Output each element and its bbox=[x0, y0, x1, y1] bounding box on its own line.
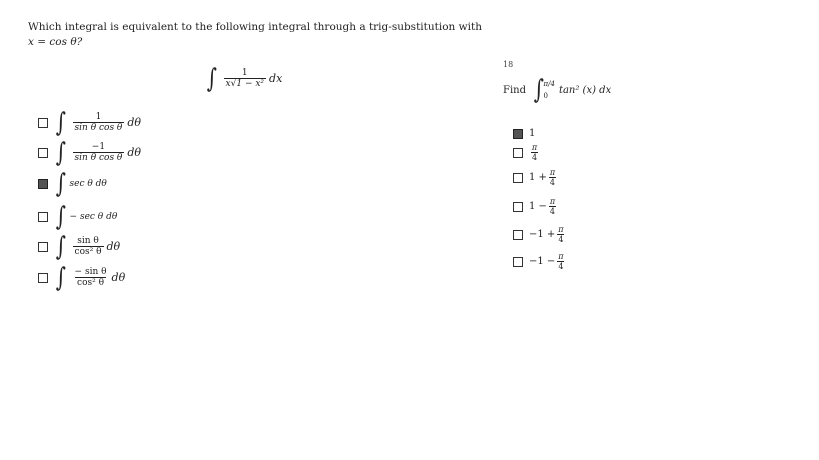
q2-option-5-checkbox[interactable] bbox=[513, 230, 523, 240]
q1-option-4[interactable]: ∫ − sec θ dθ bbox=[38, 207, 117, 227]
q1-option-6-checkbox[interactable] bbox=[38, 273, 48, 283]
q2-option-1[interactable]: 1 bbox=[513, 128, 535, 139]
integral-sign: ∫ bbox=[533, 75, 544, 105]
q1-option-6[interactable]: ∫ $\frac{\text{− sin θ}}{\text{cos² θ}}$ dθ bbox=[38, 267, 125, 288]
q1-option-5[interactable]: ∫ $\frac{\text{sin θ}}{\text{cos² θ}}$ dθ bbox=[38, 236, 120, 257]
question-1-integral: ∫ $\frac{1}{\text{x√1 − x²}}$ dx bbox=[206, 63, 283, 94]
q1-option-1-checkbox[interactable] bbox=[38, 118, 48, 128]
question-1-text: Which integral is equivalent to the following integral through a trig-substitution with bbox=[28, 21, 482, 33]
integral-limits: π/4 0 bbox=[543, 80, 555, 100]
q1-option-1[interactable]: ∫ $\frac{1}{\text{sin θ cos θ}}$ dθ bbox=[38, 112, 141, 133]
integrand: tan² (x) dx bbox=[558, 84, 612, 96]
q2-option-4[interactable]: 1 − $\frac{\pi}{4}$ bbox=[513, 197, 558, 216]
find-label: Find bbox=[503, 84, 526, 96]
q2-option-6[interactable]: −1 − $\frac{\pi}{4}$ bbox=[513, 252, 566, 271]
q1-option-5-checkbox[interactable] bbox=[38, 242, 48, 252]
q1-option-2-checkbox[interactable] bbox=[38, 148, 48, 158]
q1-option-3[interactable]: ∫ sec θ dθ bbox=[38, 174, 107, 194]
q1-option-3-checkbox[interactable] bbox=[38, 179, 48, 189]
q1-option-2[interactable]: ∫ $\frac{-1}{\text{sin θ cos θ}}$ dθ bbox=[38, 142, 141, 163]
question-2-prompt bbox=[503, 75, 612, 105]
q2-option-6-checkbox[interactable] bbox=[513, 257, 523, 267]
integral-sign: ∫ bbox=[206, 63, 217, 94]
question-1-substitution: x = cos θ? bbox=[28, 36, 83, 48]
question-1-prompt bbox=[28, 20, 498, 50]
q1-option-4-checkbox[interactable] bbox=[38, 212, 48, 222]
q2-option-1-checkbox[interactable] bbox=[513, 129, 523, 139]
q2-option-2-checkbox[interactable] bbox=[513, 148, 523, 158]
q2-option-3-checkbox[interactable] bbox=[513, 173, 523, 183]
q2-option-4-checkbox[interactable] bbox=[513, 202, 523, 212]
q2-option-2[interactable]: π 4 bbox=[513, 143, 540, 162]
question-2-number: 18 bbox=[503, 60, 514, 69]
q2-option-3[interactable]: 1 + $\frac{\pi}{4}$ bbox=[513, 168, 558, 187]
q2-option-5[interactable]: −1 + $\frac{\pi}{4}$ bbox=[513, 225, 566, 244]
integral-fraction: $\frac{1}{\text{x√1 − x²}}$ bbox=[225, 68, 265, 89]
